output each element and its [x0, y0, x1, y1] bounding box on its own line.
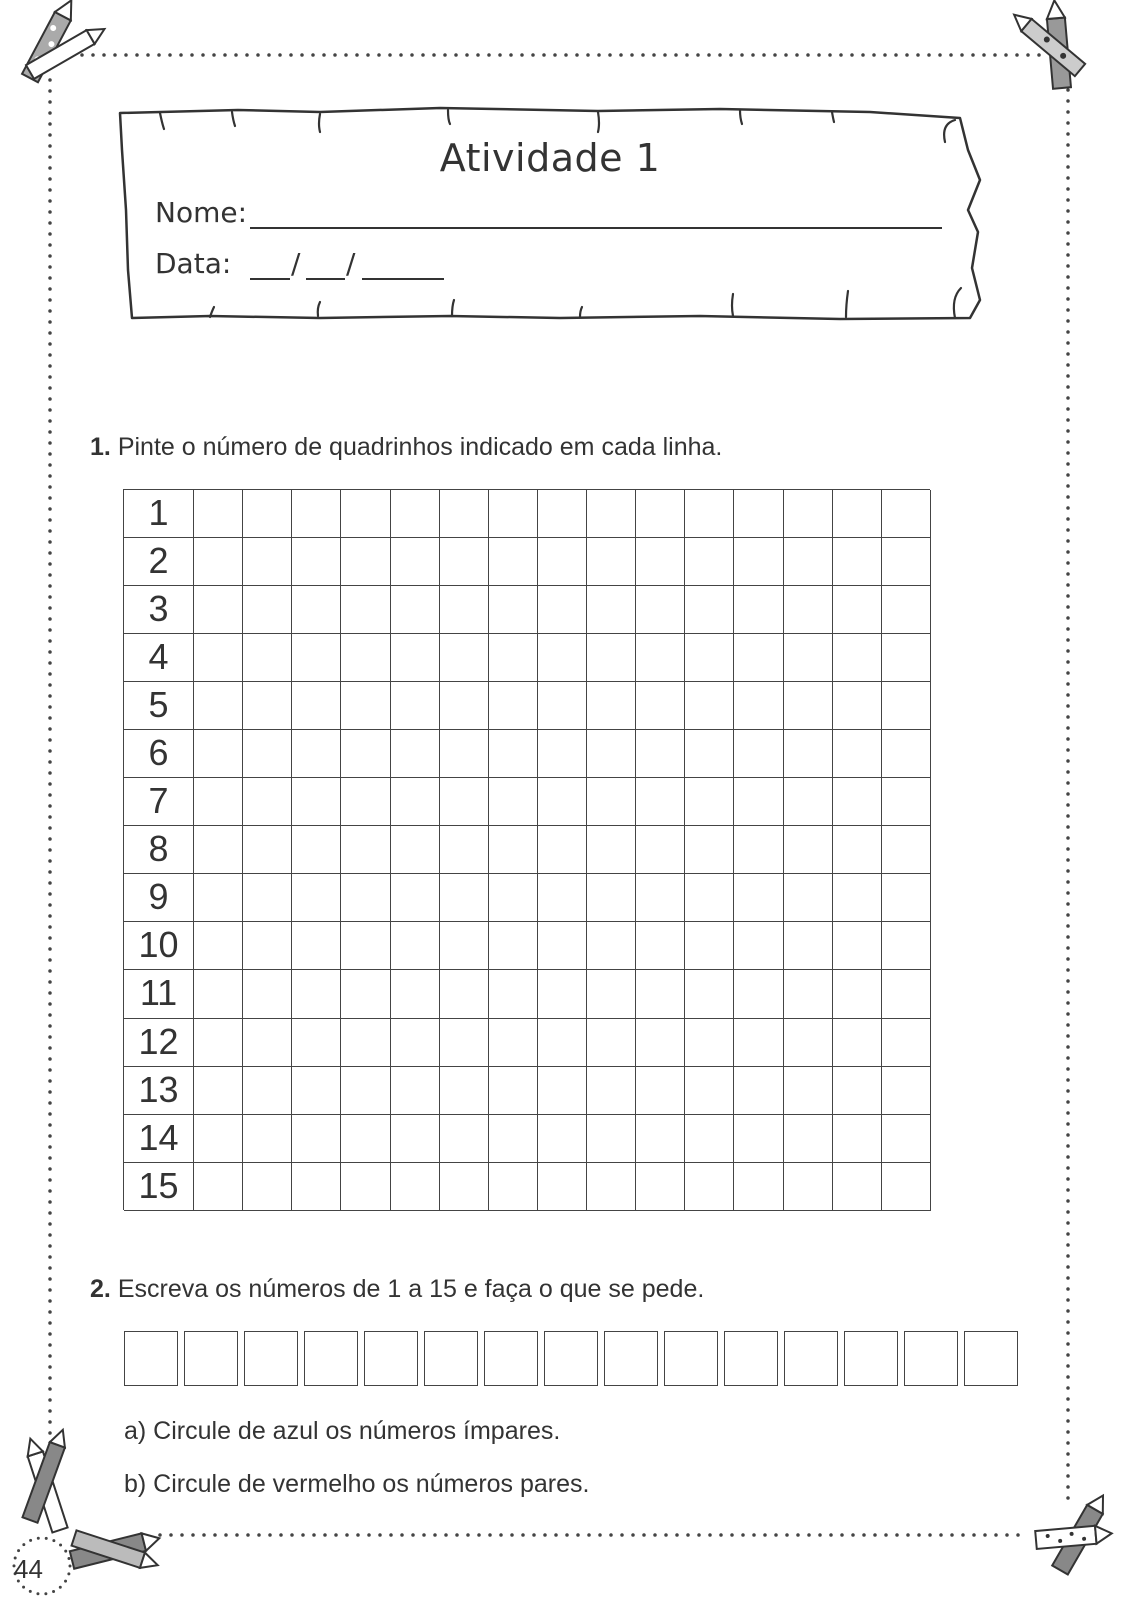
grid-cell[interactable]	[292, 730, 341, 778]
grid-cell[interactable]	[833, 826, 882, 874]
grid-cell[interactable]	[685, 1067, 734, 1115]
grid-cell[interactable]	[587, 682, 636, 730]
grid-cell[interactable]	[685, 1163, 734, 1211]
grid-cell[interactable]	[784, 826, 833, 874]
grid-cell[interactable]	[538, 1115, 587, 1163]
grid-cell[interactable]	[243, 538, 292, 586]
grid-cell[interactable]	[440, 634, 489, 682]
grid-cell[interactable]	[734, 1067, 783, 1115]
grid-cell[interactable]	[784, 1019, 833, 1067]
grid-cell[interactable]	[833, 538, 882, 586]
grid-cell[interactable]	[636, 1019, 685, 1067]
grid-cell[interactable]	[440, 1115, 489, 1163]
grid-cell[interactable]	[194, 1019, 243, 1067]
grid-cell[interactable]	[833, 922, 882, 970]
grid-cell[interactable]	[489, 586, 538, 634]
grid-cell[interactable]	[489, 634, 538, 682]
grid-cell[interactable]	[292, 1019, 341, 1067]
grid-cell[interactable]	[391, 538, 440, 586]
grid-cell[interactable]	[243, 970, 292, 1018]
grid-cell[interactable]	[292, 1115, 341, 1163]
question-1-text: Pinte o número de quadrinhos indicado em cada linha.	[117, 433, 723, 461]
grid-cell[interactable]	[194, 970, 243, 1018]
date-field[interactable]	[250, 252, 444, 280]
grid-cell[interactable]	[538, 778, 587, 826]
grid-cell[interactable]	[636, 538, 685, 586]
answer-box[interactable]	[604, 1331, 658, 1386]
answer-box[interactable]	[664, 1331, 718, 1386]
grid-cell[interactable]	[882, 730, 931, 778]
answer-box[interactable]	[544, 1331, 598, 1386]
grid-cell[interactable]	[341, 970, 390, 1018]
question-2-number: 2.	[90, 1275, 111, 1303]
grid-cell[interactable]	[587, 1019, 636, 1067]
grid-cell[interactable]	[734, 1163, 783, 1211]
grid-cell[interactable]	[833, 490, 882, 538]
grid-cell[interactable]	[243, 778, 292, 826]
grid-cell[interactable]	[292, 1163, 341, 1211]
grid-cell[interactable]	[341, 730, 390, 778]
answer-box[interactable]	[184, 1331, 238, 1386]
grid-cell[interactable]	[833, 634, 882, 682]
grid-cell[interactable]	[243, 826, 292, 874]
grid-cell[interactable]	[833, 874, 882, 922]
grid-cell[interactable]	[391, 778, 440, 826]
grid-cell[interactable]	[391, 490, 440, 538]
grid-cell[interactable]	[587, 826, 636, 874]
grid-cell[interactable]	[341, 586, 390, 634]
grid-cell[interactable]	[243, 682, 292, 730]
activity-title: Atividade 1	[439, 136, 661, 180]
grid-cell[interactable]	[391, 1115, 440, 1163]
grid-cell[interactable]	[685, 682, 734, 730]
grid-row-label: 8	[124, 826, 194, 874]
grid-cell[interactable]	[734, 490, 783, 538]
grid-cell[interactable]	[194, 586, 243, 634]
grid-cell[interactable]	[685, 730, 734, 778]
grid-cell[interactable]	[391, 1163, 440, 1211]
grid-cell[interactable]	[833, 970, 882, 1018]
pencils-icon	[22, 1427, 161, 1573]
grid-cell[interactable]	[292, 874, 341, 922]
date-separator: /	[346, 247, 356, 280]
grid-cell[interactable]	[538, 1067, 587, 1115]
grid-cell[interactable]	[243, 922, 292, 970]
grid-cell[interactable]	[734, 826, 783, 874]
grid-cell[interactable]	[292, 538, 341, 586]
grid-cell[interactable]	[784, 538, 833, 586]
question-2	[90, 1275, 704, 1304]
grid-cell[interactable]	[882, 682, 931, 730]
grid-cell[interactable]	[636, 826, 685, 874]
grid-cell[interactable]	[489, 490, 538, 538]
grid-cell[interactable]	[882, 490, 931, 538]
grid-cell[interactable]	[882, 826, 931, 874]
grid-cell[interactable]	[489, 922, 538, 970]
grid-cell[interactable]	[784, 874, 833, 922]
grid-row-label: 1	[124, 490, 194, 538]
grid-cell[interactable]	[391, 586, 440, 634]
grid-cell[interactable]	[685, 970, 734, 1018]
grid-cell[interactable]	[341, 1163, 390, 1211]
grid-cell[interactable]	[292, 634, 341, 682]
grid-cell[interactable]	[489, 778, 538, 826]
grid-cell[interactable]	[587, 1115, 636, 1163]
question-2-item-b: b) Circule de vermelho os números pares.	[124, 1470, 590, 1498]
answer-box[interactable]	[484, 1331, 538, 1386]
grid-cell[interactable]	[882, 1067, 931, 1115]
grid-cell[interactable]	[636, 922, 685, 970]
grid-cell[interactable]	[341, 634, 390, 682]
grid-cell[interactable]	[538, 922, 587, 970]
grid-cell[interactable]	[685, 778, 734, 826]
grid-row-label: 5	[124, 682, 194, 730]
question-2-item-a: a) Circule de azul os números ímpares.	[124, 1417, 561, 1445]
grid-row-label: 11	[124, 970, 194, 1018]
grid-cell[interactable]	[391, 634, 440, 682]
grid-row-label: 10	[124, 922, 194, 970]
grid-cell[interactable]	[489, 1163, 538, 1211]
grid-cell[interactable]	[685, 1115, 734, 1163]
grid-cell[interactable]	[440, 1067, 489, 1115]
grid-cell[interactable]	[194, 490, 243, 538]
grid-cell[interactable]	[587, 490, 636, 538]
grid-cell[interactable]	[243, 874, 292, 922]
grid-cell[interactable]	[538, 826, 587, 874]
answer-box[interactable]	[124, 1331, 178, 1386]
answer-box[interactable]	[244, 1331, 298, 1386]
grid-cell[interactable]	[292, 682, 341, 730]
grid-cell[interactable]	[341, 682, 390, 730]
grid-cell[interactable]	[292, 586, 341, 634]
pencils-icon	[22, 0, 108, 82]
grid-cell[interactable]	[194, 1163, 243, 1211]
grid-row-label: 15	[124, 1163, 194, 1211]
grid-cell[interactable]	[784, 922, 833, 970]
grid-cell[interactable]	[784, 1163, 833, 1211]
date-separator: /	[291, 247, 301, 280]
grid-cell[interactable]	[341, 874, 390, 922]
answer-box[interactable]	[304, 1331, 358, 1386]
grid-row-label: 7	[124, 778, 194, 826]
grid-cell[interactable]	[391, 1019, 440, 1067]
grid-cell[interactable]	[194, 634, 243, 682]
grid-cell[interactable]	[833, 778, 882, 826]
grid-cell[interactable]	[391, 730, 440, 778]
pencils-icon	[1009, 0, 1085, 89]
grid-cell[interactable]	[784, 970, 833, 1018]
grid-cell[interactable]	[833, 586, 882, 634]
grid-cell[interactable]	[734, 970, 783, 1018]
grid-cell[interactable]	[833, 1115, 882, 1163]
grid-row-label: 6	[124, 730, 194, 778]
grid-row-label: 4	[124, 634, 194, 682]
grid-cell[interactable]	[194, 778, 243, 826]
grid-cell[interactable]	[734, 874, 783, 922]
grid-cell[interactable]	[341, 826, 390, 874]
grid-cell[interactable]	[636, 874, 685, 922]
grid-cell[interactable]	[538, 1163, 587, 1211]
date-label: Data:	[155, 247, 232, 280]
grid-row-label: 12	[124, 1019, 194, 1067]
grid-cell[interactable]	[489, 682, 538, 730]
grid-cell[interactable]	[636, 778, 685, 826]
grid-cell[interactable]	[243, 634, 292, 682]
grid-cell[interactable]	[587, 874, 636, 922]
grid-cell[interactable]	[734, 778, 783, 826]
grid-cell[interactable]	[538, 538, 587, 586]
grid-cell[interactable]	[194, 826, 243, 874]
grid-cell[interactable]	[784, 586, 833, 634]
grid-cell[interactable]	[538, 970, 587, 1018]
answer-box[interactable]	[424, 1331, 478, 1386]
grid-cell[interactable]	[243, 586, 292, 634]
grid-cell[interactable]	[538, 586, 587, 634]
grid-cell[interactable]	[882, 874, 931, 922]
grid-cell[interactable]	[587, 1067, 636, 1115]
grid-cell[interactable]	[734, 634, 783, 682]
name-field[interactable]	[250, 200, 942, 228]
grid-cell[interactable]	[194, 922, 243, 970]
grid-cell[interactable]	[636, 1067, 685, 1115]
grid-cell[interactable]	[784, 634, 833, 682]
answer-box[interactable]	[784, 1331, 838, 1386]
grid-cell[interactable]	[538, 874, 587, 922]
grid-cell[interactable]	[685, 538, 734, 586]
grid-cell[interactable]	[685, 586, 734, 634]
question-1-number: 1.	[90, 433, 111, 461]
grid-cell[interactable]	[292, 490, 341, 538]
grid-cell[interactable]	[636, 1163, 685, 1211]
grid-cell[interactable]	[833, 1163, 882, 1211]
grid-cell[interactable]	[882, 778, 931, 826]
grid-cell[interactable]	[341, 778, 390, 826]
grid-cell[interactable]	[391, 874, 440, 922]
grid-cell[interactable]	[194, 730, 243, 778]
grid-cell[interactable]	[440, 1019, 489, 1067]
grid-cell[interactable]	[685, 490, 734, 538]
grid-cell[interactable]	[440, 874, 489, 922]
grid-cell[interactable]	[194, 1115, 243, 1163]
grid-cell[interactable]	[391, 826, 440, 874]
grid-cell[interactable]	[194, 682, 243, 730]
grid-cell[interactable]	[833, 1019, 882, 1067]
grid-cell[interactable]	[734, 538, 783, 586]
grid-cell[interactable]	[882, 1115, 931, 1163]
grid-cell[interactable]	[243, 730, 292, 778]
grid-cell[interactable]	[882, 970, 931, 1018]
grid-cell[interactable]	[636, 490, 685, 538]
grid-cell[interactable]	[292, 826, 341, 874]
grid-cell[interactable]	[243, 1163, 292, 1211]
grid-cell[interactable]	[734, 1115, 783, 1163]
answer-box[interactable]	[844, 1331, 898, 1386]
grid-cell[interactable]	[587, 778, 636, 826]
grid-cell[interactable]	[538, 730, 587, 778]
grid-cell[interactable]	[587, 1163, 636, 1211]
grid-cell[interactable]	[489, 826, 538, 874]
grid-cell[interactable]	[636, 586, 685, 634]
grid-cell[interactable]	[636, 1115, 685, 1163]
grid-cell[interactable]	[882, 922, 931, 970]
grid-cell[interactable]	[734, 682, 783, 730]
grid-cell[interactable]	[587, 970, 636, 1018]
grid-cell[interactable]	[587, 538, 636, 586]
grid-cell[interactable]	[489, 1115, 538, 1163]
grid-cell[interactable]	[685, 826, 734, 874]
answer-box[interactable]	[724, 1331, 778, 1386]
grid-cell[interactable]	[440, 682, 489, 730]
grid-cell[interactable]	[636, 634, 685, 682]
answer-box[interactable]	[904, 1331, 958, 1386]
grid-cell[interactable]	[341, 1067, 390, 1115]
grid-cell[interactable]	[833, 682, 882, 730]
grid-cell[interactable]	[587, 586, 636, 634]
grid-cell[interactable]	[194, 1067, 243, 1115]
grid-cell[interactable]	[636, 970, 685, 1018]
grid-cell[interactable]	[391, 1067, 440, 1115]
grid-cell[interactable]	[440, 586, 489, 634]
grid-cell[interactable]	[784, 730, 833, 778]
grid-row-label: 3	[124, 586, 194, 634]
grid-cell[interactable]	[685, 922, 734, 970]
grid-cell[interactable]	[391, 922, 440, 970]
grid-cell[interactable]	[440, 730, 489, 778]
grid-cell[interactable]	[341, 1115, 390, 1163]
grid-cell[interactable]	[341, 490, 390, 538]
grid-row-label: 14	[124, 1115, 194, 1163]
grid-cell[interactable]	[391, 682, 440, 730]
grid-row-label: 2	[124, 538, 194, 586]
grid-cell[interactable]	[440, 922, 489, 970]
answer-box[interactable]	[364, 1331, 418, 1386]
grid-cell[interactable]	[734, 1019, 783, 1067]
grid-cell[interactable]	[882, 1019, 931, 1067]
grid-cell[interactable]	[882, 1163, 931, 1211]
grid-cell[interactable]	[882, 634, 931, 682]
grid-cell[interactable]	[292, 1067, 341, 1115]
question-2-text: Escreva os números de 1 a 15 e faça o que se pede.	[117, 1275, 705, 1303]
grid-cell[interactable]	[243, 1067, 292, 1115]
grid-cell[interactable]	[292, 778, 341, 826]
grid-cell[interactable]	[882, 538, 931, 586]
grid-cell[interactable]	[784, 682, 833, 730]
grid-cell[interactable]	[341, 538, 390, 586]
grid-cell[interactable]	[538, 490, 587, 538]
grid-cell[interactable]	[440, 1163, 489, 1211]
grid-cell[interactable]	[685, 634, 734, 682]
name-label: Nome:	[155, 196, 248, 229]
number-boxes	[124, 1331, 1026, 1386]
grid-cell[interactable]	[440, 538, 489, 586]
grid-cell[interactable]	[194, 538, 243, 586]
grid-cell[interactable]	[587, 730, 636, 778]
grid-cell[interactable]	[243, 1019, 292, 1067]
grid-cell[interactable]	[587, 922, 636, 970]
grid-cell[interactable]	[882, 586, 931, 634]
grid-cell[interactable]	[243, 1115, 292, 1163]
grid-cell[interactable]	[489, 1019, 538, 1067]
page-number: 44	[14, 1554, 43, 1584]
grid-cell[interactable]	[440, 778, 489, 826]
grid-cell[interactable]	[440, 490, 489, 538]
grid-cell[interactable]	[243, 490, 292, 538]
grid-cell[interactable]	[440, 826, 489, 874]
grid-cell[interactable]	[685, 1019, 734, 1067]
grid-cell[interactable]	[538, 634, 587, 682]
grid-cell[interactable]	[636, 682, 685, 730]
grid-cell[interactable]	[341, 1019, 390, 1067]
coloring-grid	[123, 489, 930, 1210]
grid-cell[interactable]	[489, 970, 538, 1018]
grid-cell[interactable]	[784, 1067, 833, 1115]
grid-cell[interactable]	[489, 1067, 538, 1115]
grid-row-label: 9	[124, 874, 194, 922]
grid-cell[interactable]	[734, 922, 783, 970]
grid-cell[interactable]	[538, 682, 587, 730]
question-1	[90, 433, 722, 462]
grid-cell[interactable]	[685, 874, 734, 922]
grid-cell[interactable]	[833, 1067, 882, 1115]
grid-cell[interactable]	[784, 1115, 833, 1163]
grid-cell[interactable]	[833, 730, 882, 778]
pencils-icon	[1035, 1491, 1112, 1574]
grid-cell[interactable]	[734, 586, 783, 634]
grid-row-label: 13	[124, 1067, 194, 1115]
grid-cell[interactable]	[734, 730, 783, 778]
grid-cell[interactable]	[784, 778, 833, 826]
grid-cell[interactable]	[489, 730, 538, 778]
grid-cell[interactable]	[292, 970, 341, 1018]
grid-cell[interactable]	[489, 538, 538, 586]
grid-cell[interactable]	[587, 634, 636, 682]
grid-cell[interactable]	[784, 490, 833, 538]
answer-box[interactable]	[964, 1331, 1018, 1386]
grid-cell[interactable]	[194, 874, 243, 922]
grid-cell[interactable]	[391, 970, 440, 1018]
grid-cell[interactable]	[341, 922, 390, 970]
grid-cell[interactable]	[636, 730, 685, 778]
grid-cell[interactable]	[440, 970, 489, 1018]
grid-cell[interactable]	[489, 874, 538, 922]
grid-cell[interactable]	[538, 1019, 587, 1067]
grid-cell[interactable]	[292, 922, 341, 970]
